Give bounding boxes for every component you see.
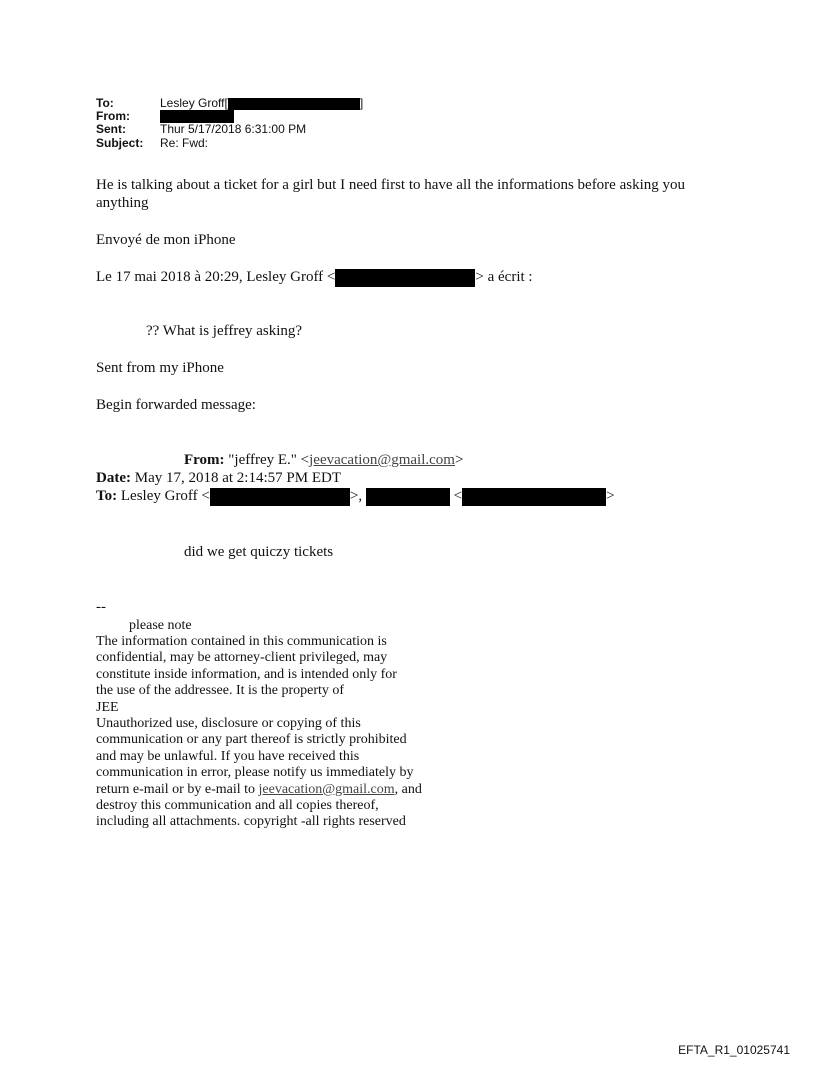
forwarded-to-lt: < xyxy=(453,488,463,504)
disclaimer-line: Unauthorized use, disclosure or copying of this xyxy=(96,716,361,732)
header-from-label: From: xyxy=(96,109,130,123)
disclaimer-line: confidential, may be attorney-client privileged, may xyxy=(96,650,388,666)
header-subject-label: Subject: xyxy=(96,136,144,150)
disclaimer-return-suffix: , and xyxy=(394,781,422,797)
quote-intro-suffix: > a écrit : xyxy=(475,269,533,285)
quoted-question: ?? What is jeffrey asking? xyxy=(146,323,303,339)
forwarded-from-name: "jeffrey E." < xyxy=(228,452,310,468)
document-id: EFTA_R1_01025741 xyxy=(678,1043,790,1057)
disclaimer-line: destroy this communication and all copies thereof, xyxy=(96,798,379,814)
disclaimer-block xyxy=(96,634,476,831)
disclaimer-line: constitute inside information, and is intended only for xyxy=(96,666,397,682)
redaction-box xyxy=(462,488,606,506)
disclaimer-dashes: -- xyxy=(96,599,106,615)
signature-iphone: Sent from my iPhone xyxy=(96,360,224,376)
disclaimer-line: The information contained in this communication is xyxy=(96,634,387,649)
forwarded-from-label: From: xyxy=(184,452,225,468)
disclaimer-note: please note xyxy=(129,618,192,633)
forwarded-label: Begin forwarded message: xyxy=(96,397,256,413)
disclaimer-line: including all attachments. copyright -all rights reserved xyxy=(96,814,406,830)
message-paragraph: He is talking about a ticket for a girl but I need first to have all the informations before asking you anything xyxy=(96,177,685,211)
disclaimer-line: communication or any part thereof is strictly prohibited xyxy=(96,732,407,748)
header-to-close: ] xyxy=(359,96,364,110)
header-to-value xyxy=(160,97,363,110)
header-to-label: To: xyxy=(96,96,114,110)
redaction-box xyxy=(335,269,475,287)
redaction-box xyxy=(210,488,350,506)
signature-french: Envoyé de mon iPhone xyxy=(96,232,236,248)
redaction-box xyxy=(366,488,450,506)
redaction-box xyxy=(228,98,360,110)
header-to-name: Lesley Groff[ xyxy=(160,96,228,110)
forwarded-date-row xyxy=(96,469,341,487)
forwarded-to-label: To: xyxy=(96,488,118,504)
forwarded-from-close: > xyxy=(454,452,464,468)
header-subject-value: Re: Fwd: xyxy=(160,136,209,150)
disclaimer-email-link[interactable]: jeevacation@gmail.com xyxy=(258,781,395,797)
forwarded-date-label: Date: xyxy=(96,470,131,486)
disclaimer-line: the use of the addressee. It is the property of xyxy=(96,683,345,699)
disclaimer-return-prefix: return e-mail or by e-mail to xyxy=(96,781,259,797)
forwarded-date-value: May 17, 2018 at 2:14:57 PM EDT xyxy=(134,470,341,486)
header-sent-value: Thur 5/17/2018 6:31:00 PM xyxy=(160,122,307,136)
forwarded-to-sep: >, xyxy=(349,488,363,504)
forwarded-to-row xyxy=(96,487,615,506)
disclaimer-line: JEE xyxy=(96,699,119,715)
forwarded-from-row xyxy=(184,451,463,469)
forwarded-to-name: Lesley Groff < xyxy=(120,488,210,504)
disclaimer-return-line xyxy=(96,782,476,798)
forwarded-from-email-link[interactable]: jeevacation@gmail.com xyxy=(309,452,455,468)
disclaimer-line: communication in error, please notify us immediately by xyxy=(96,765,414,781)
quote-intro-prefix: Le 17 mai 2018 à 20:29, Lesley Groff < xyxy=(96,269,336,285)
quote-intro xyxy=(96,268,533,287)
forwarded-body: did we get quiczy tickets xyxy=(184,544,334,560)
header-sent-label: Sent: xyxy=(96,122,126,136)
disclaimer-line: and may be unlawful. If you have received this xyxy=(96,748,360,764)
forwarded-to-gt: > xyxy=(606,488,615,504)
